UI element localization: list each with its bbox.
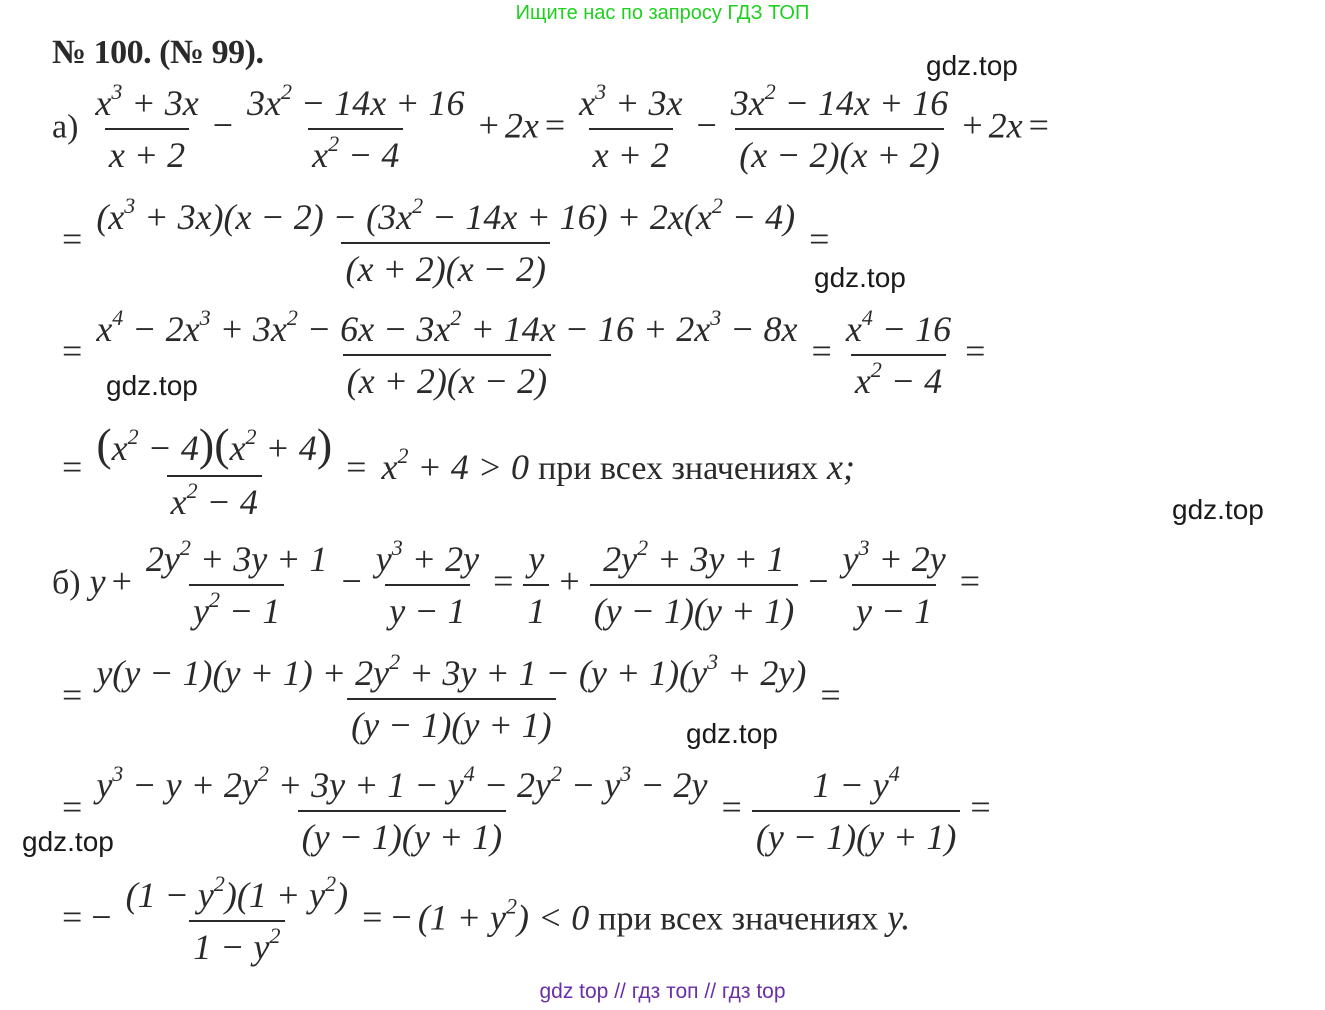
part-b-line-4: = − $\frac{(1 - y^2)(1 + y^2)}{1 - y^2}$ = − $(1 + y^2) < 0$ при всех значениях y. [62, 871, 911, 967]
problem-header: № 100. (№ 99). [52, 34, 264, 71]
part-a-conclusion: при всех значениях [538, 449, 819, 487]
part-a-line-1: а) $\frac{x^3 + 3x}{x + 2}$ − $\frac{3x^2 - 14x + 16}{x^2 - 4}$ + 2x = $\frac{x^3 + 3x}{x + 2}$ − $\frac{3x^2 - 14x + 16}{(x - 2)(x + 2)}$ + 2x = [52, 79, 1049, 175]
watermark: gdz.top [926, 50, 1018, 81]
watermark: gdz.top [22, 826, 114, 857]
bottom-banner[interactable]: gdz top // гдз топ // гдз top [539, 980, 786, 1003]
watermark: gdz.top [814, 262, 906, 293]
part-a-line-4: = $\frac{(x^2 - 4)(x^2 + 4)}{x^2 - 4}$ = $x^2 + 4 > 0$ при всех значениях x; [62, 419, 855, 522]
top-banner[interactable]: Ищите нас по запросу ГДЗ ТОП [515, 2, 810, 24]
part-a-line-3: = $\frac{x^4 - 2x^3 + 3x^2 - 6x - 3x^2 + 14x - 16 + 2x^3 - 8x}{(x + 2)(x - 2)}$ = $\frac{x^4 - 16}{x^2 - 4}$ = [62, 305, 986, 401]
part-b-line-1: б) y + $\frac{2y^2 + 3y + 1}{y^2 - 1}$ − $\frac{y^3 + 2y}{y - 1}$ = $\frac{y}{1}$ + $\frac{2y^2 + 3y + 1}{(y - 1)(y + 1)}$ − $\frac{y^3 + 2y}{y - 1}$ = [52, 535, 981, 631]
watermark: gdz.top [106, 370, 198, 401]
part-b-line-3: = $\frac{y^3 - y + 2y^2 + 3y + 1 - y^4 - 2y^2 - y^3 - 2y}{(y - 1)(y + 1)}$ = $\frac{1 - y^4}{(y - 1)(y + 1)}$ = [62, 761, 991, 857]
part-b-label: б) [52, 564, 81, 602]
watermark: gdz.top [1172, 494, 1264, 525]
part-a-line-2: = $\frac{(x^3 + 3x)(x - 2) - (3x^2 - 14x + 16) + 2x(x^2 - 4)}{(x + 2)(x - 2)}$ = [62, 193, 830, 289]
part-b-conclusion: при всех значениях [598, 900, 879, 938]
watermark: gdz.top [686, 718, 778, 749]
part-b-line-2: = $\frac{y(y - 1)(y + 1) + 2y^2 + 3y + 1 - (y + 1)(y^3 + 2y)}{(y - 1)(y + 1)}$ = [62, 649, 841, 745]
part-a-label: а) [52, 108, 79, 146]
